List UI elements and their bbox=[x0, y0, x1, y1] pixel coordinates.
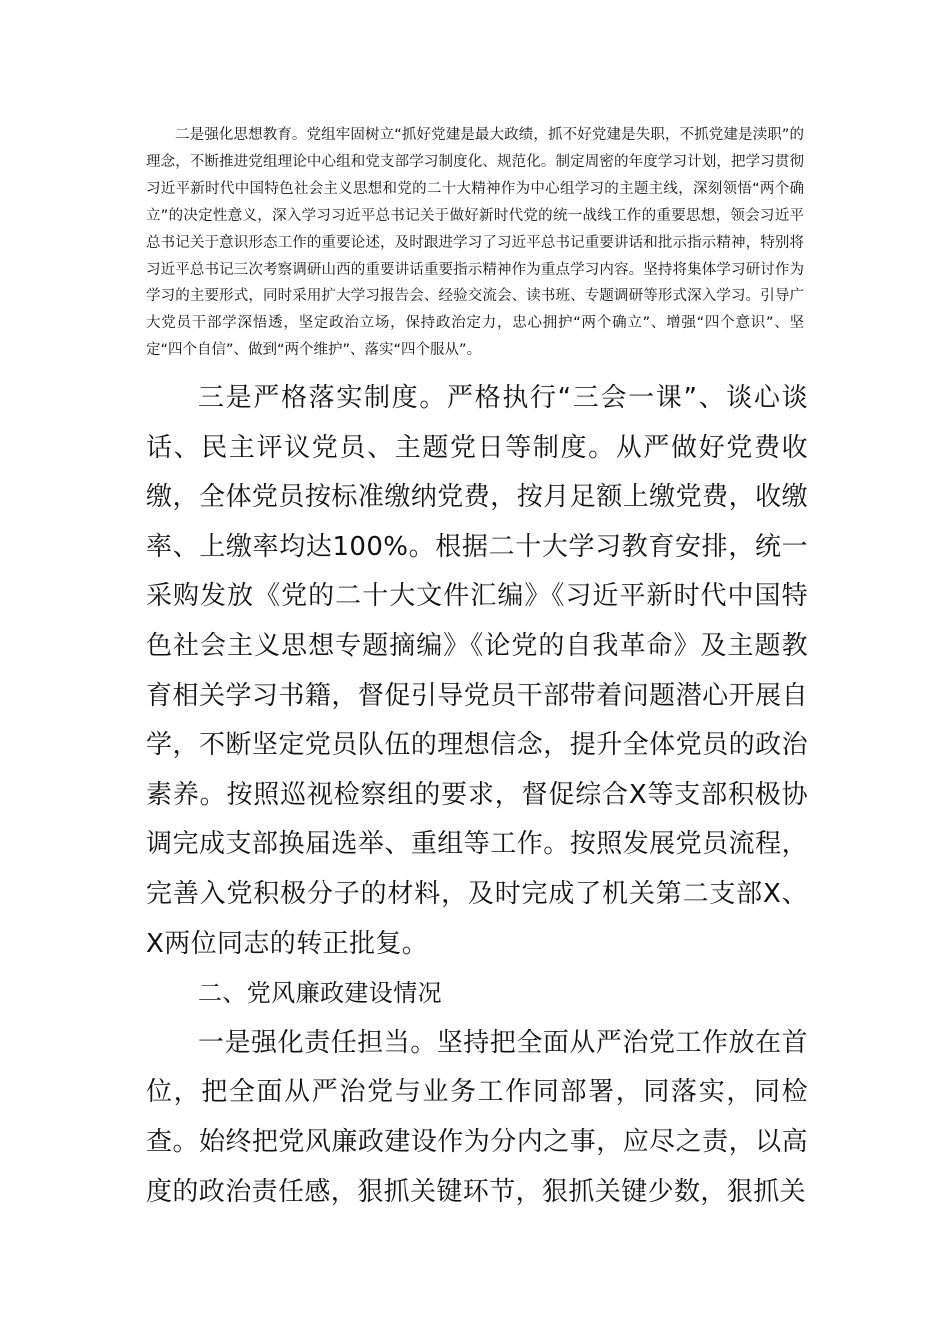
paragraph-thought-education: 二是强化思想教育。党组牢固树立“抓好党建是最大政绩，抓不好党建是失职，不抓党建是渎职”的理念，不断推进党组理论中心组和党支部学习制度化、规范化。制定周密的年度学习计划，把学习贯彻习近平新时代中国特色社会主义思想和党的二十大精神作为中心组学习的主题主线，深刻领悟“两个确立”的决定性意义，深入学习习近平总书记关于做好新时代党的统一战线工作的重要思想，领会习近平总书记关于意识形态工作的重要论述，及时跟进学习了习近平总书记重要讲话和批示指示精神，特别将习近平总书记三次考察调研山西的重要讲话重要指示精神作为重点学习内容。坚持将集体学习研讨作为学习的主要形式，同时采用扩大学习报告会、经验交流会、读书班、专题调研等形式深入学习。引导广大党员干部学深悟透，坚定政治立场，保持政治定力，忠心拥护“两个确立”、增强“四个意识”、坚定“四个自信”、做到“两个维护”、落实“四个服从”。 bbox=[146, 127, 804, 359]
section-heading-integrity: 二、党风廉政建设情况 bbox=[198, 979, 442, 1008]
main-text-block bbox=[146, 374, 808, 1217]
paragraph-responsibility: 一是强化责任担当。坚持把全面从严治党工作放在首位，把全面从严治党与业务工作同部署，同落实，同检查。始终把党风廉政建设作为分内之事，应尽之责，以高度的政治责任感，狠抓关键环节，狠抓关键少数，狠抓关 bbox=[146, 1027, 808, 1207]
paragraph-system-implementation: 三是严格落实制度。严格执行“三会一课”、谈心谈话、民主评议党员、主题党日等制度。从严做好党费收缴，全体党员按标准缴纳党费，按月足额上缴党费，收缴率、上缴率均达100%。根据二十大学习教育安排，统一采购发放《党的二十大文件汇编》《习近平新时代中国特色社会主义思想专题摘编》《论党的自我革命》及主题教育相关学习书籍，督促引导党员干部带着问题潜心开展自学，不断坚定党员队伍的理想信念，提升全体党员的政治素养。按照巡视检察组的要求，督促综合X等支部积极协调完成支部换届选举、重组等工作。按照发展党员流程，完善入党积极分子的材料，及时完成了机关第二支部X、X两位同志的转正批复。 bbox=[146, 383, 808, 959]
